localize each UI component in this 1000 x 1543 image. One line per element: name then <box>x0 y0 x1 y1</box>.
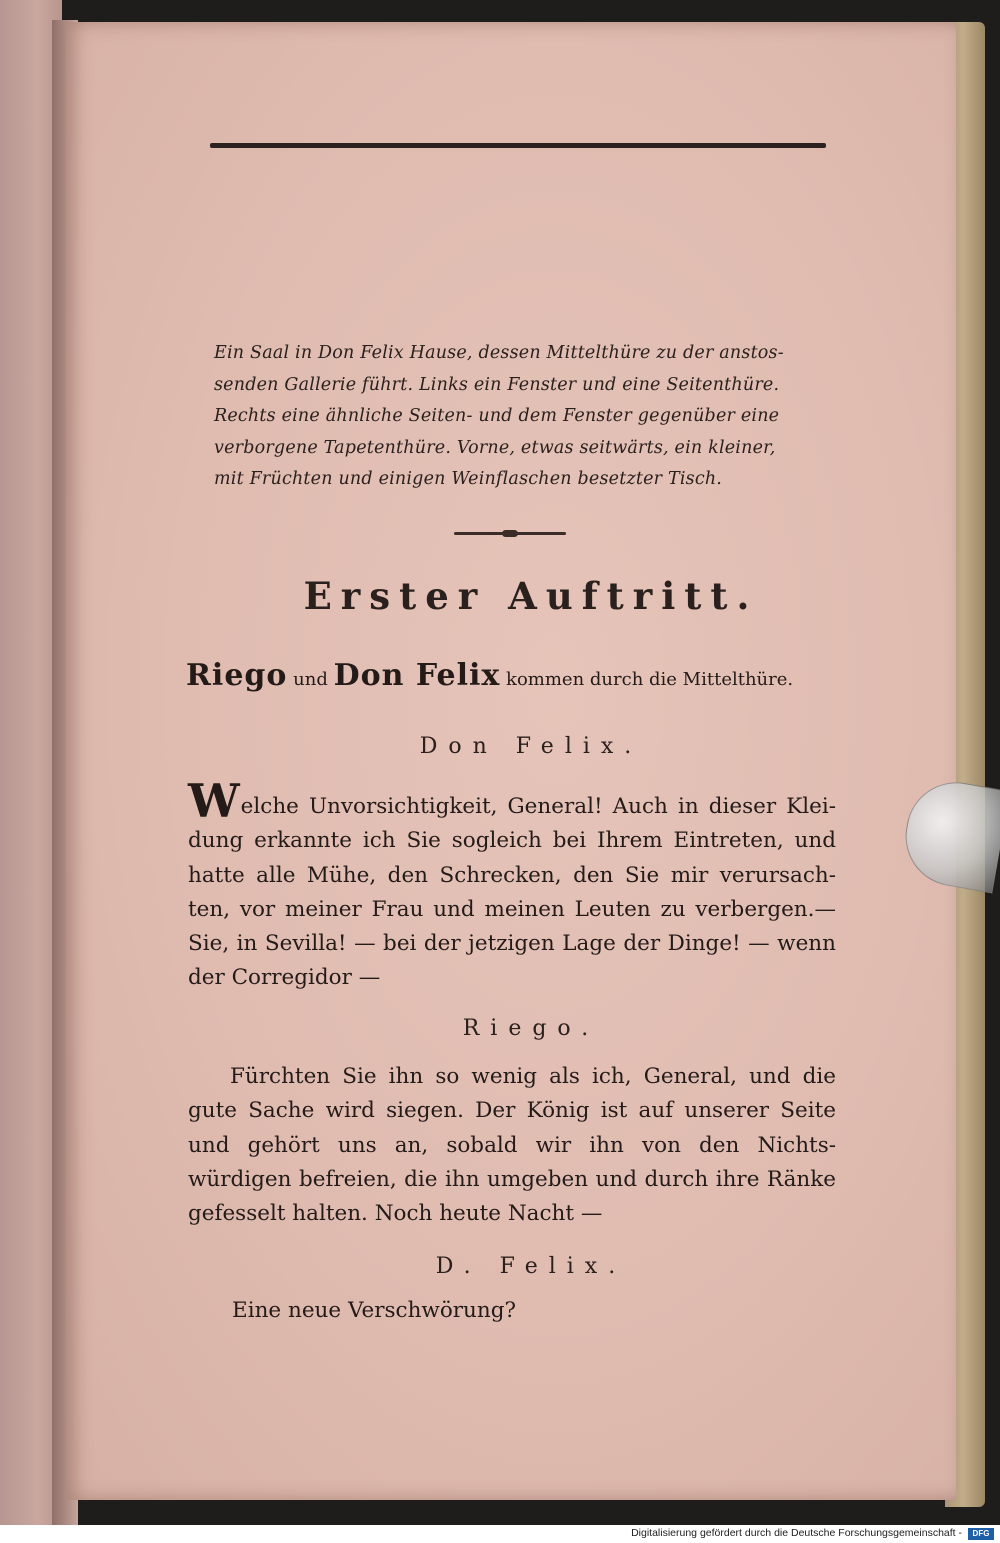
book-page <box>66 22 956 1500</box>
scene-description <box>214 338 846 496</box>
top-rule <box>210 143 826 148</box>
speaker-heading: Riego. <box>462 1016 600 1041</box>
stage-connector: und <box>293 669 328 690</box>
scene-line: Rechts eine ähnliche Seiten- und dem Fenster gegenüber eine <box>214 406 780 426</box>
scene-line: senden Gallerie führt. Links ein Fenster und eine Seitenthüre. <box>214 374 780 395</box>
speech-text <box>188 774 836 996</box>
speech-text: Fürchten Sie ihn so wenig als ich, General, und die gute Sache wird siegen. Der König ist auf unserer Seite und gehört uns an, sobald wir ihn von den Nichts- würdigen befreien, die ihn umgeben und durch ihre Ränke gefesselt halten. Noch heute Nacht — <box>188 1064 836 1227</box>
ornament-divider <box>454 530 566 537</box>
speaker-heading: Don Felix. <box>419 734 643 759</box>
scene-line: Ein Saal in Don Felix Hause, dessen Mittelthüre zu der anstos- <box>214 343 784 363</box>
footer-credit: Digitalisierung gefördert durch die Deutsche Forschungsgemeinschaft - <box>631 1527 962 1539</box>
scene-line: mit Früchten und einigen Weinflaschen besetzter Tisch. <box>214 469 723 489</box>
dfg-logo-icon: DFG <box>968 1528 994 1540</box>
footer-bar <box>0 1525 1000 1543</box>
speaker-heading: D. Felix. <box>435 1254 627 1279</box>
speech-body: elche Unvorsichtigkeit, General! Auch in dieser Klei- dung erkannte ich Sie sogleich bei Ihrem Eintreten, und hatte alle Mühe, den Schrecken, den Sie mir verursach- ten, vor meiner Frau und meinen Leuten zu verbergen.— Sie, in Sevilla! — bei der jetzigen Lage der Dinge! — wenn der Corregidor — <box>188 794 836 991</box>
speech-text: Eine neue Verschwörung? <box>232 1298 517 1323</box>
character-name-riego: Riego <box>186 658 288 693</box>
drop-cap: W <box>188 774 240 828</box>
scene-line: verborgene Tapetenthüre. Vorne, etwas seitwärts, ein kleiner, <box>214 437 776 458</box>
stage-direction <box>186 658 876 693</box>
character-name-don-felix: Don Felix <box>333 658 501 693</box>
act-title: Erster Auftritt. <box>303 574 759 618</box>
stage-direction-rest: kommen durch die Mittelthüre. <box>506 669 794 690</box>
